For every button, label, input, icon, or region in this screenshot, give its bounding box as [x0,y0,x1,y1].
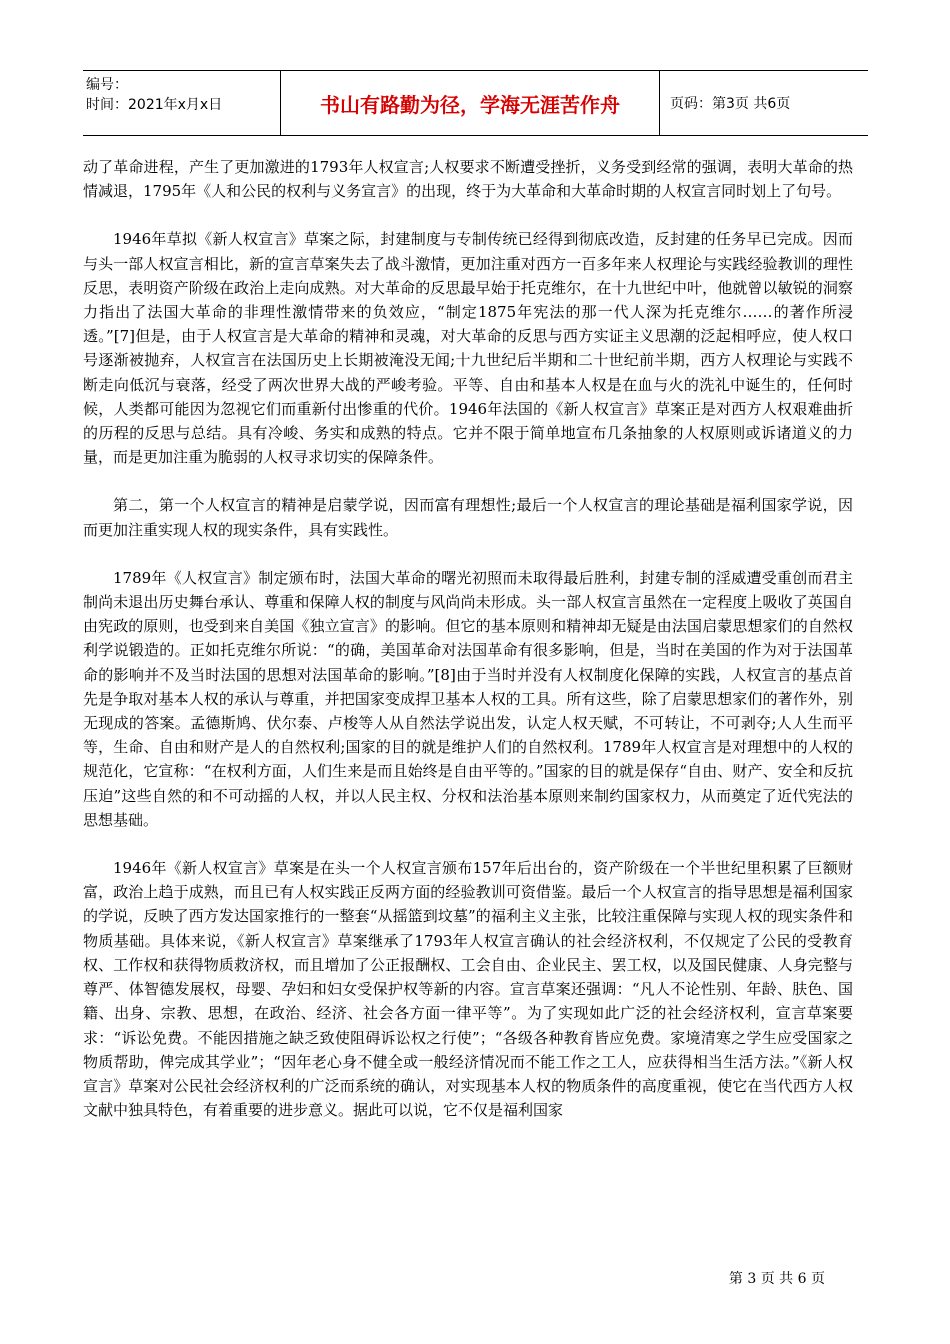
header-meta [83,71,280,135]
header-page-number: 页码：第3页 共6页 [670,96,791,112]
page-footer: 第 3 页 共 6 页 [728,1271,825,1287]
document-number-label: 编号： [86,77,128,93]
body-paragraph: 1789年《人权宣言》制定颁布时，法国大革命的曙光初照而未取得最后胜利，封建专制的淫威遭受重创而君主制尚未退出历史舞台承认、尊重和保障人权的制度与风尚尚未形成。头一部人权宣言虽然在一定程度上吸收了英国自由宪政的原则，也受到来自美国《独立宣言》的影响。但它的基本原则和精神却无疑是由法国启蒙思想家们的自然权利学说锻造的。正如托克维尔所说：“的确，美国革命对法国革命有很多影响，但是，当时在美国的作为对于法国革命的影响并不及当时法国的思想对法国革命的影响。”[8]由于当时并没有人权制度化保障的实践，人权宣言的基点首先是争取对基本人权的承认与尊重，并把国家变成捍卫基本人权的工具。所有这些，除了启蒙思想家们的著作外，别无现成的答案。孟德斯鸠、伏尔泰、卢梭等人从自然法学说出发，认定人权天赋，不可转让，不可剥夺;人人生而平等，生命、自由和财产是人的自然权利;国家的目的就是维护人们的自然权利。1789年人权宣言是对理想中的人权的规范化，它宣称：“在权利方面，人们生来是而且始终是自由平等的。”国家的目的就是保存“自由、财产、安全和反抗压迫”这些自然的和不可动摇的人权，并以人民主权、分权和法治基本原则来制约国家权力，从而奠定了近代宪法的思想基础。 [83,568,853,829]
page-header [83,70,868,136]
document-body [83,155,853,1146]
body-paragraph: 动了革命进程，产生了更加激进的1793年人权宣言;人权要求不断遭受挫折，义务受到经常的强调，表明大革命的热情减退，1795年《人和公民的权利与义务宣言》的出现，终于为大革命和大革命时期的人权宣言同时划上了句号。 [83,158,853,201]
body-paragraph: 1946年《新人权宣言》草案是在头一个人权宣言颁布157年后出台的，资产阶级在一个半世纪里积累了巨额财富，政治上趋于成熟，而且已有人权实践正反两方面的经验教训可资借鉴。最后一个人权宣言的指导思想是福利国家的学说，反映了西方发达国家推行的一整套“从摇篮到坟墓”的福利主义主张，比较注重保障与实现人权的现实条件和物质基础。具体来说，《新人权宣言》草案继承了1793年人权宣言确认的社会经济权利，不仅规定了公民的受教育权、工作权和获得物质救济权，而且增加了公正报酬权、工会自由、企业民主、罢工权，以及国民健康、人身完整与尊严、体智德发展权，母婴、孕妇和妇女受保护权等新的内容。宣言草案还强调：“凡人不论性别、年龄、肤色、国籍、出身、宗教、思想，在政治、经济、社会各方面一律平等”。为了实现如此广泛的社会经济权利，宣言草案要求：“诉讼免费。不能因措施之缺乏致使阻碍诉讼权之行使”；“各级各种教育皆应免费。家境清寒之学生应受国家之物质帮助，俾完成其学业”；“因年老心身不健全或一般经济情况而不能工作之工人，应获得相当生活方法。”《新人权宣言》草案对公民社会经济权利的广泛而系统的确认，对实现基本人权的物质条件的高度重视，使它在当代西方人权文献中独具特色，有着重要的进步意义。据此可以说，它不仅是福利国家 [83,859,853,1120]
header-page-cell [660,71,868,135]
header-motto: 书山有路勤为径，学海无涯苦作舟 [320,92,620,117]
document-time-label: 时间：2021年x月x日 [86,97,223,113]
body-paragraph: 第二，第一个人权宣言的精神是启蒙学说，因而富有理想性;最后一个人权宣言的理论基础是福利国家学说，因而更加注重实现人权的现实条件，具有实践性。 [83,496,853,539]
header-motto-cell [280,71,660,135]
body-paragraph: 1946年草拟《新人权宣言》草案之际，封建制度与专制传统已经得到彻底改造，反封建的任务早已完成。因而与头一部人权宣言相比，新的宣言草案失去了战斗激情，更加注重对西方一百多年来人权理论与实践经验教训的理性反思，表明资产阶级在政治上走向成熟。对大革命的反思最早始于托克维尔，在十九世纪中叶，他就曾以敏锐的洞察力指出了法国大革命的非理性激情带来的负效应，“制定1875年宪法的那一代人深为托克维尔……的著作所浸透。”[7]但是，由于人权宣言是大革命的精神和灵魂，对大革命的反思与西方实证主义思潮的泛起相呼应，使人权口号逐渐被抛弃，人权宣言在法国历史上长期被淹没无闻;十九世纪后半期和二十世纪前半期，西方人权理论与实践不断走向低沉与衰落，经受了两次世界大战的严峻考验。平等、自由和基本人权是在血与火的洗礼中诞生的，任何时候，人类都可能因为忽视它们而重新付出惨重的代价。1946年法国的《新人权宣言》草案正是对西方人权艰难曲折的历程的反思与总结。具有冷峻、务实和成熟的特点。它并不限于简单地宣布几条抽象的人权原则或诉诸道义的力量，而是更加注重为脆弱的人权寻求切实的保障条件。 [83,230,853,467]
